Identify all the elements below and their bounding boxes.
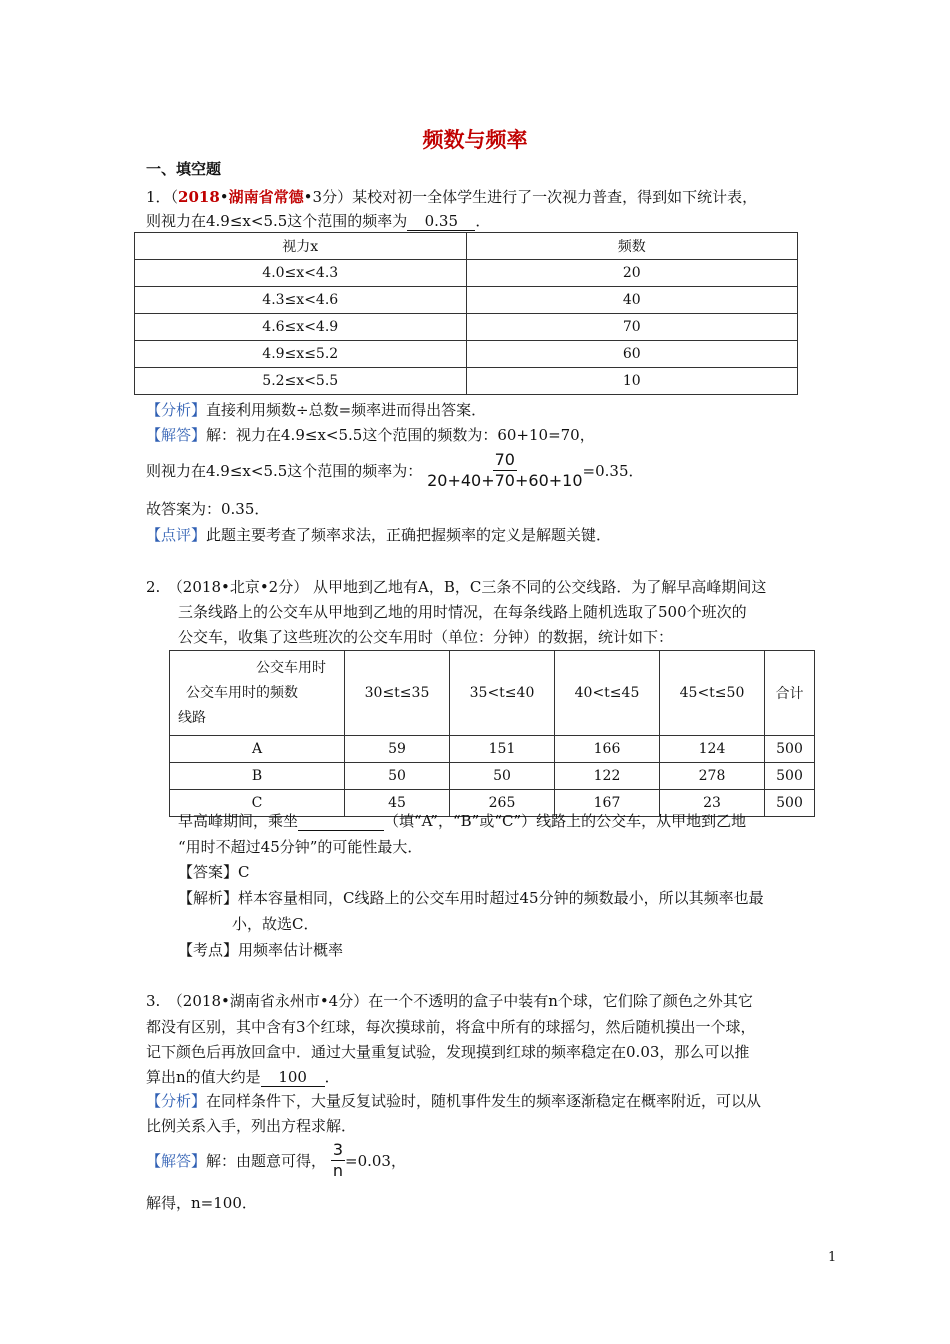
q1-answer: 0.35 — [407, 213, 475, 231]
table-cell: 166 — [555, 736, 660, 763]
q3-answer: 100 — [261, 1069, 325, 1087]
table-header-cell: 频数 — [466, 233, 798, 260]
corner-mid: 公交车用时的频数 — [186, 684, 298, 701]
table-cell: 20 — [466, 260, 798, 287]
q2-kaodian: 【考点】用频率估计概率 — [178, 941, 344, 959]
table-cell: 500 — [765, 790, 815, 817]
analysis-text: 直接利用频数÷总数=频率进而得出答案． — [206, 401, 487, 419]
table-header-cell: 合计 — [765, 651, 815, 736]
table-cell: C — [170, 790, 345, 817]
solution-text: 解：由题意可得， — [206, 1152, 327, 1170]
fraction-denominator: 20+40+70+60+10 — [427, 471, 583, 490]
table-cell: 5.2≤x<5.5 — [135, 368, 467, 395]
table-cell: 50 — [450, 763, 555, 790]
analysis-tag: 【分析】 — [146, 1092, 207, 1110]
table-corner-cell — [170, 651, 345, 736]
table-header-cell: 30≤t≤35 — [345, 651, 450, 736]
q3-line4-pre: 算出n的值大约是 — [146, 1068, 261, 1086]
fraction-numerator: 70 — [494, 450, 515, 469]
q1-year: 2018 — [178, 188, 220, 206]
q1-fraction — [427, 450, 582, 491]
table-row — [135, 341, 798, 368]
q2-fill-line — [178, 810, 746, 831]
table-cell: 124 — [660, 736, 765, 763]
q2-answer: 【答案】C — [178, 863, 250, 881]
table-cell: 278 — [660, 763, 765, 790]
fraction-numerator: 3 — [332, 1140, 343, 1159]
table-cell: 4.9≤x≤5.2 — [135, 341, 467, 368]
q1-line2 — [146, 210, 490, 231]
analysis-tag: 【分析】 — [146, 401, 207, 419]
q3-solution — [146, 1140, 406, 1181]
table-header-row — [170, 651, 815, 736]
q1-region: 湖南省常德 — [228, 188, 304, 206]
solution-text: 解：视力在4.9≤x<5.5这个范围的频数为：60+10=70， — [206, 426, 595, 444]
table-cell: B — [170, 763, 345, 790]
table-row — [135, 260, 798, 287]
table-cell: 59 — [345, 736, 450, 763]
q1-table — [134, 232, 798, 395]
table-header-cell: 40<t≤45 — [555, 651, 660, 736]
section-heading: 一、填空题 — [146, 160, 222, 178]
table-row — [170, 736, 815, 763]
solution-post: =0.03， — [345, 1152, 406, 1170]
q2-jiexi2: 小，故选C． — [232, 915, 319, 933]
table-cell: 50 — [345, 763, 450, 790]
q1-analysis — [146, 399, 486, 420]
q3-line4-post: ． — [324, 1068, 340, 1086]
solution-tag: 【解答】 — [146, 426, 207, 444]
q1-line2-pre: 则视力在4.9≤x<5.5这个范围的频率为 — [146, 212, 408, 230]
table-cell: A — [170, 736, 345, 763]
table-header-row — [135, 233, 798, 260]
q3-line1: 3. （2018•湖南省永州市•4分）在一个不透明的盒子中装有n个球，它们除了颜色之外其它 — [146, 992, 753, 1010]
q3-line4 — [146, 1066, 340, 1087]
q3-analysis — [146, 1090, 761, 1111]
table-cell: 60 — [466, 341, 798, 368]
table-cell: 40 — [466, 287, 798, 314]
page-title: 频数与频率 — [422, 128, 528, 152]
q2-line1: 2. （2018•北京•2分） 从甲地到乙地有A，B，C三条不同的公交线路．为了解早高峰期间这 — [146, 578, 767, 596]
q2-table — [169, 650, 815, 817]
table-header-cell: 35<t≤40 — [450, 651, 555, 736]
q1-line2-post: ． — [475, 212, 491, 230]
q1-score-text: •3分）某校对初一全体学生进行了一次视力普查，得到如下统计表， — [303, 188, 758, 206]
table-cell: 45 — [345, 790, 450, 817]
table-header-cell: 45<t≤50 — [660, 651, 765, 736]
fill-post: （填“A”，“B”或“C”）线路上的公交车，从甲地到乙地 — [384, 812, 747, 830]
q1-dot: • — [219, 188, 229, 206]
table-cell: 4.3≤x<4.6 — [135, 287, 467, 314]
q2-fill-line2: “用时不超过45分钟”的可能性最大． — [178, 838, 423, 856]
q3-result: 解得，n=100． — [146, 1194, 257, 1212]
q1-comment — [146, 524, 611, 545]
freq-pre: 则视力在4.9≤x<5.5这个范围的频率为： — [146, 462, 423, 480]
table-cell: 500 — [765, 763, 815, 790]
table-row — [135, 287, 798, 314]
q3-analysis2: 比例关系入手，列出方程求解． — [146, 1117, 357, 1135]
q2-jiexi: 【解析】样本容量相同，C线路上的公交车用时超过45分钟的频数最小，所以其频率也最 — [178, 889, 764, 907]
freq-post: =0.35． — [582, 462, 644, 480]
comment-text: 此题主要考查了频率求法，正确把握频率的定义是解题关键． — [206, 526, 612, 544]
table-cell: 122 — [555, 763, 660, 790]
q3-fraction — [331, 1140, 345, 1181]
table-cell: 4.6≤x<4.9 — [135, 314, 467, 341]
page-number: 1 — [828, 1250, 837, 1265]
table-header-cell: 视力x — [135, 233, 467, 260]
table-cell: 167 — [555, 790, 660, 817]
q1-solution — [146, 424, 595, 445]
table-cell: 10 — [466, 368, 798, 395]
comment-tag: 【点评】 — [146, 526, 207, 544]
table-cell: 4.0≤x<4.3 — [135, 260, 467, 287]
table-cell: 500 — [765, 736, 815, 763]
fill-pre: 早高峰期间，乘坐 — [178, 812, 299, 830]
table-cell: 23 — [660, 790, 765, 817]
q1-frequency-line — [146, 450, 643, 491]
corner-bottom: 线路 — [178, 709, 206, 726]
q3-line2: 都没有区别，其中含有3个红球，每次摸球前，将盒中所有的球摇匀，然后随机摸出一个球， — [146, 1018, 756, 1036]
q3-line3: 记下颜色后再放回盒中．通过大量重复试验，发现摸到红球的频率稳定在0.03，那么可以推 — [146, 1043, 750, 1061]
table-cell: 151 — [450, 736, 555, 763]
table-row — [135, 314, 798, 341]
q1-line1 — [146, 186, 757, 207]
table-row — [170, 763, 815, 790]
solution-tag: 【解答】 — [146, 1152, 207, 1170]
table-cell: 265 — [450, 790, 555, 817]
q2-blank — [298, 813, 384, 831]
q1-number: 1．（ — [146, 188, 179, 206]
table-row — [135, 368, 798, 395]
table-cell: 70 — [466, 314, 798, 341]
analysis-text: 在同样条件下，大量反复试验时，随机事件发生的频率逐渐稳定在概率附近，可以从 — [206, 1092, 762, 1110]
corner-top: 公交车用时 — [256, 659, 326, 676]
q2-line2: 三条线路上的公交车从甲地到乙地的用时情况，在每条线路上随机选取了500个班次的 — [178, 603, 747, 621]
fraction-denominator: n — [332, 1161, 343, 1180]
q1-final: 故答案为：0.35． — [146, 500, 270, 518]
q2-line3: 公交车，收集了这些班次的公交车用时（单位：分钟）的数据，统计如下： — [178, 628, 674, 646]
